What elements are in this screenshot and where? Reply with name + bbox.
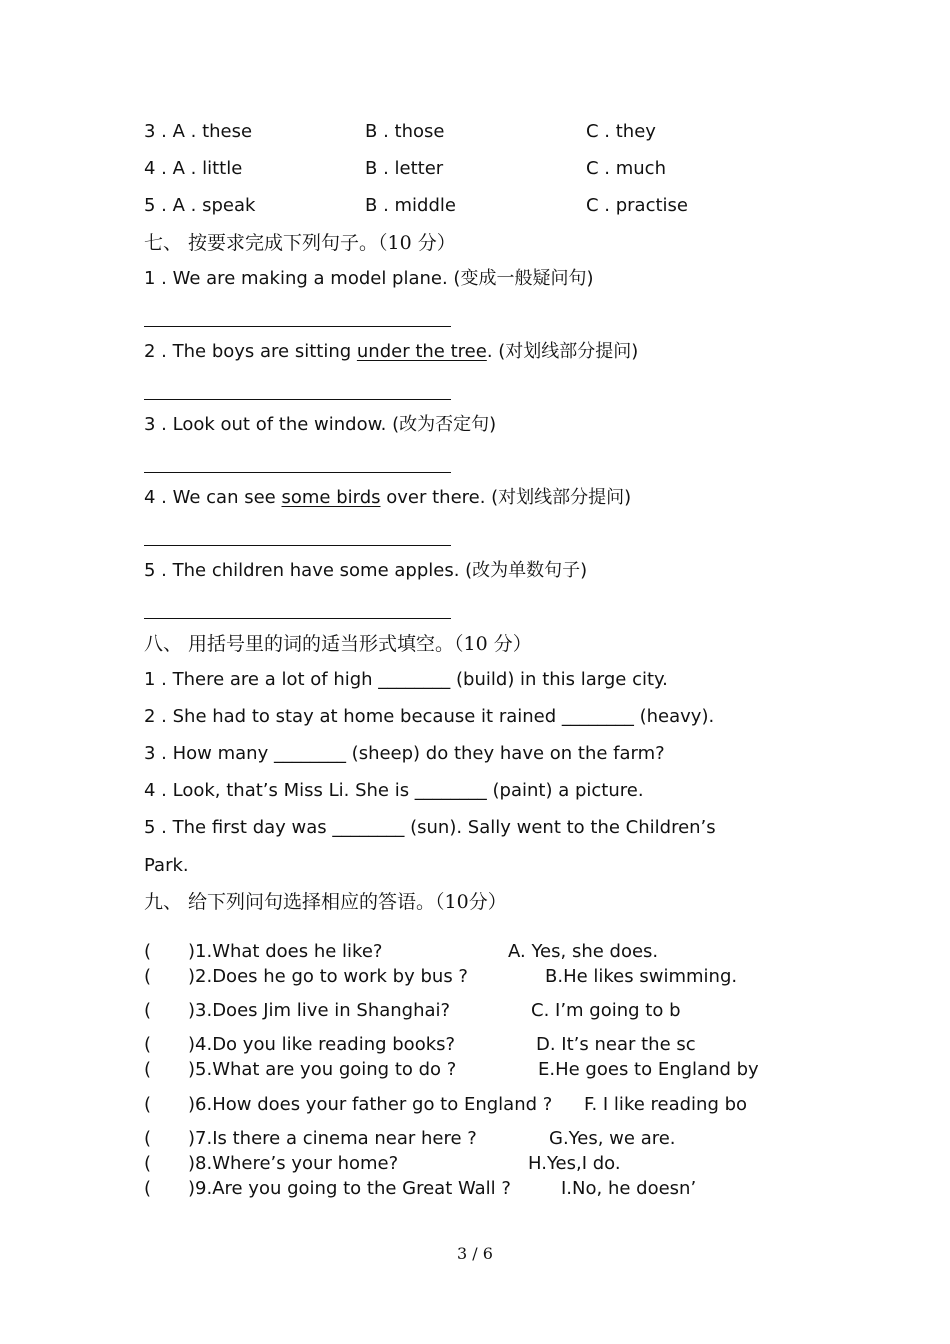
item-text: 2 . The boys are sitting <box>144 341 357 362</box>
match-question: )7.Is there a cinema near here ? <box>188 1128 477 1149</box>
section-8-item-4: 4 . Look, that’s Miss Li. She is ________ (paint) a picture. <box>144 780 644 801</box>
match-question: )8.Where’s your home? <box>188 1153 399 1174</box>
answer-line-5[interactable] <box>144 618 451 619</box>
match-paren[interactable]: ( <box>144 1153 152 1174</box>
answer-line-2[interactable] <box>144 399 451 400</box>
match-answer: B.He likes swimming. <box>545 966 738 987</box>
section-7-item-2 <box>144 341 638 363</box>
match-answer: C. I’m going to b <box>531 1000 681 1021</box>
match-answer: A. Yes, she does. <box>508 941 659 962</box>
section-8-title: 八、 用括号里的词的适当形式填空。（10 分） <box>144 633 532 655</box>
match-answer: F. I like reading bo <box>584 1094 748 1115</box>
section-7-item-1 <box>144 268 593 290</box>
section-8-item-5-cont: Park. <box>144 855 189 876</box>
match-answer: I.No, he doesn’ <box>561 1178 697 1199</box>
match-question: )9.Are you going to the Great Wall ? <box>188 1178 511 1199</box>
section-8-item-1: 1 . There are a lot of high ________ (build) in this large city. <box>144 669 668 690</box>
item-text: 3 . Look out of the window. (改为否定句) <box>144 414 497 435</box>
match-question: )2.Does he go to work by bus ? <box>188 966 468 987</box>
answer-line-3[interactable] <box>144 472 451 473</box>
item-text: 5 . The children have some apples. (改为单数句子) <box>144 560 588 581</box>
match-question: )5.What are you going to do ? <box>188 1059 457 1080</box>
match-paren[interactable]: ( <box>144 1178 152 1199</box>
underlined-phrase: under the tree <box>356 341 487 362</box>
match-paren[interactable]: ( <box>144 966 152 987</box>
match-question: )4.Do you like reading books? <box>188 1034 456 1055</box>
item-text-post: over there. (对划线部分提问) <box>380 487 632 508</box>
section-8-item-5: 5 . The first day was ________ (sun). Sally went to the Children’s <box>144 817 716 838</box>
match-answer: H.Yes,I do. <box>528 1153 621 1174</box>
match-answer: E.He goes to England by <box>538 1059 759 1080</box>
match-paren[interactable]: ( <box>144 1094 152 1115</box>
item-text: 4 . We can see <box>144 487 282 508</box>
item-text: 1 . We are making a model plane. (变成一般疑问句) <box>144 268 594 289</box>
section-7-item-4 <box>144 487 631 509</box>
mc-row-5-b: B . middle <box>365 195 456 216</box>
section-8-item-3: 3 . How many ________ (sheep) do they have on the farm? <box>144 743 665 764</box>
page-number: 3 / 6 <box>457 1244 493 1263</box>
mc-row-3-b: B . those <box>365 121 445 142</box>
match-paren[interactable]: ( <box>144 941 152 962</box>
answer-line-1[interactable] <box>144 326 451 327</box>
mc-row-3-a: 3 . A . these <box>144 121 253 142</box>
mc-row-3-c: C . they <box>586 121 656 142</box>
match-question: )1.What does he like? <box>188 941 383 962</box>
section-8-item-2: 2 . She had to stay at home because it rained ________ (heavy). <box>144 706 715 727</box>
section-7-item-5 <box>144 560 587 582</box>
match-paren[interactable]: ( <box>144 1034 152 1055</box>
match-paren[interactable]: ( <box>144 1059 152 1080</box>
mc-row-5-a: 5 . A . speak <box>144 195 256 216</box>
answer-line-4[interactable] <box>144 545 451 546</box>
mc-row-4-c: C . much <box>586 158 666 179</box>
section-7-title: 七、 按要求完成下列句子。（10 分） <box>144 232 456 254</box>
match-paren[interactable]: ( <box>144 1000 152 1021</box>
mc-row-4-b: B . letter <box>365 158 444 179</box>
match-question: )3.Does Jim live in Shanghai? <box>188 1000 451 1021</box>
match-paren[interactable]: ( <box>144 1128 152 1149</box>
item-text-post: . (对划线部分提问) <box>486 341 639 362</box>
match-answer: G.Yes, we are. <box>549 1128 676 1149</box>
mc-row-4-a: 4 . A . little <box>144 158 243 179</box>
section-9-title: 九、 给下列问句选择相应的答语。（10分） <box>144 891 507 913</box>
match-answer: D. It’s near the sc <box>536 1034 696 1055</box>
mc-row-5-c: C . practise <box>586 195 688 216</box>
section-7-item-3 <box>144 414 496 436</box>
underlined-phrase: some birds <box>281 487 381 508</box>
match-question: )6.How does your father go to England ? <box>188 1094 553 1115</box>
